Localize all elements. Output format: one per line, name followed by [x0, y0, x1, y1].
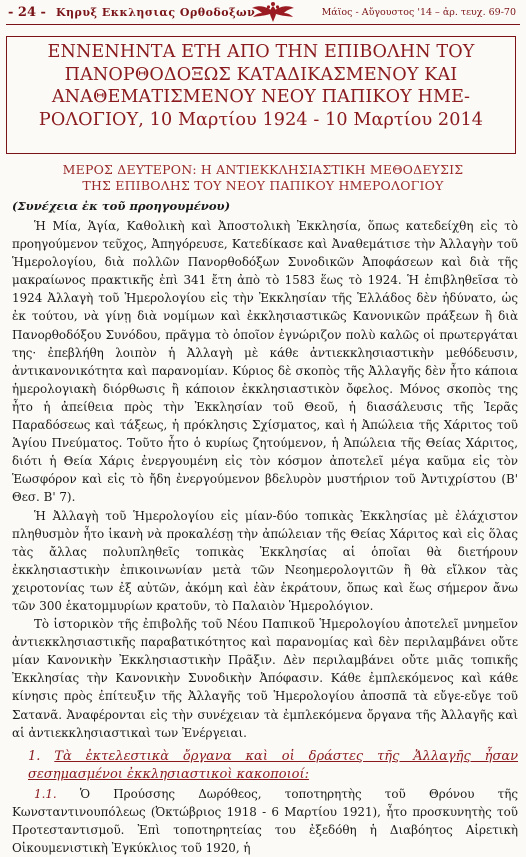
item-text: Ὁ Προύσσης Δωρόθεος, τοποτηρητὴς τοῦ Θρόνου τῆς Κωνσταντινουπόλεως (Ὀκτώβριος 1918 - 6 Μαρτίου 1921), ἦτο προσκυνητὴς τοῦ Προτεσταντισμοῦ. Ἐπὶ τοποτηρητείας του ἐξεδόθη ἡ Διαβόητος Αἱρετικὴ Οἰκουμενιστικὴ Ἐγκύκλιος τοῦ 1920, ἡ: [12, 786, 518, 855]
paragraph: Τὸ ἱστορικὸν τῆς ἐπιβολῆς τοῦ Νέου Παπικοῦ Ἡμερολογίου ἀποτελεῖ μνημεῖον ἀντιεκκλησιαστικῆς παραβατικότητος καὶ παρανομίας καὶ δὲν περιλαμβάνει οὔτε μίαν Κανονικὴν Ἐκκλησιαστικὴν Πρᾶξιν. Δὲν περιλαμβάνει οὔτε μιᾶς τοπικῆς Ἐκκλησίας τὴν Κανονικὴν Συνοδικὴν Ἀπόφασιν. Κάθε ἐμπλεκόμενος καὶ κάθε κίνησις πρὸς ἐπίτευξιν τῆς Ἀλλαγῆς τοῦ Ἡμερολογίου ἀποσπᾶ τὰ εὔγε-εὔγε τοῦ Σατανᾶ. Ἀναφέρονται εἰς τὴν συνέχειαν τὰ ἐμπλεκόμενα ὄργανα τῆς Ἀλλαγῆς καὶ αἱ ἀντιεκκλησιαστικαὶ των Ἐνέργειαι.: [12, 617, 518, 740]
page-number: - 24 -: [8, 5, 46, 20]
title-line: ΡΟΛΟΓΙΟΥ, 10 Μαρτίου 1924 - 10 Μαρτίου 2014: [38, 109, 484, 130]
journal-name: Κηρυξ Εκκλησιας Ορθοδοξων: [56, 6, 256, 19]
header-divider: [6, 24, 520, 25]
item-number: 1.1.: [34, 786, 57, 801]
title-line: ΠΑΝΟΡΘΟΔΟΞΩΣ ΚΑΤΑΔΙΚΑΣΜΕΝΟΥ ΚΑΙ: [64, 64, 458, 85]
paragraph: Ἡ Μία, Ἁγία, Καθολικὴ καὶ Ἀποστολικὴ Ἐκκλησία, ὅπως κατεδείχθη εἰς τὸ προηγούμενον τεῦχος, Ἀπηγόρευσε, Κατεδίκασε καὶ Ἀναθεμάτισε τὴν Ἀλλαγὴν τοῦ Ἡμερολογίου, διὰ πολλῶν Πανορθοδόξων Συνοδικῶν Ἀποφάσεων καὶ διὰ τῆς μακραίωνος πρακτικῆς ἐπὶ 341 ἔτη ἀπὸ τὸ 1583 ἕως τὸ 1924. Ἡ ἐπιβληθεῖσα τὸ 1924 Ἀλλαγὴ τοῦ Ἡμερολογίου εἰς τὴν Ἐκκλησίαν τῆς Ἑλλάδος δὲν ἠδύνατο, ὡς ἐκ τούτου, νὰ γίνῃ διὰ νομίμων καὶ ἐκκλησιαστικῶς Κανονικῶν πράξεων ἢ διὰ Πανορθοδόξου Συνόδου, πρᾶγμα τὸ ὁποῖον ἐγνώριζον πολὺ καλῶς οἱ πρωτεργάται της· ἐπεβλήθη λοιπὸν ἡ Ἀλλαγὴ μὲ κάθε ἀντιεκκλησιαστικὴν μεθόδευσιν, ἀντικανονικότητα καὶ παρανομίαν. Κύριος δὲ σκοπὸς τῆς Ἀλλαγῆς δὲν ἦτο κάποια ἡμερολογιακὴ διόρθωσις ἢ κάποιον ἐκκλησιαστικὸν ὄφελος. Μόνος σκοπὸς της ἦτο ἡ ἀπείθεια πρὸς τὴν Ἐκκλησίαν τοῦ Θεοῦ, ἡ διασάλευσις τῆς Ἱερᾶς Παραδόσεως καὶ τάξεως, ἡ πρόκλησις Σχίσματος, καὶ ἡ Ἀπώλεια τῆς Χάριτος τοῦ Ἁγίου Πνεύματος. Τοῦτο ἦτο ὁ κυρίως ζητούμενον, ἡ Ἀπώλεια τῆς Θείας Χάριτος, διότι ἡ Θεία Χάρις ἐνεργουμένη εἰς τὸν κόσμον ἀποτελεῖ μέγα καῦμα εἰς τὸν Ἑωσφόρον καὶ εἰς τὸ ἤδη ἐνεργούμενον βδελυρὸν μυστήριον τοῦ Ἀντιχρίστου (Β' Θεσ. Β' 7).: [12, 219, 518, 505]
issue-info: Μάϊος - Αὔγουστος '14 – ἀρ. τευχ. 69-70: [321, 7, 516, 18]
page-header: [0, 0, 526, 24]
section-heading-text: Τὰ ἐκτελεστικὰ ὄργανα καὶ οἱ δράστες τῆς Ἀλλαγῆς ἦσαν σεσημασμένοι ἐκκλησιαστικοὶ κακοποιοί:: [28, 748, 518, 783]
title-line: ΑΝΑΘΕΜΑΤΙΣΜΕΝΟΥ ΝΕΟΥ ΠΑΠΙΚΟΥ ΗΜΕ-: [51, 87, 471, 107]
title-line: ΕΝΝΕΝΗΝΤΑ ΕΤΗ ΑΠΟ ΤΗΝ ΕΠΙΒΟΛΗΝ ΤΟΥ: [47, 42, 475, 62]
paragraph: Ἡ Ἀλλαγὴ τοῦ Ἡμερολογίου εἰς μίαν-δύο τοπικὰς Ἐκκλησίας μὲ ἐλάχιστον πληθυσμὸν ἦτο ἱκανὴ νὰ προκαλέσῃ τὴν ἀπώλειαν τῆς Θείας Χάριτος καὶ εἰς ὅλας τὰς ἄλλας πολυπληθεῖς τοπικὰς Ἐκκλησίας αἱ ὁποῖαι θὰ διετήρουν ἐκκλησιαστικὴν ἐπικοινωνίαν μετὰ τῶν Νεοημερολογιτῶν ἢ θὰ εἴλκον τὰς χειροτονίας των ἐξ αὐτῶν, ἀκόμη καὶ ἐὰν ἐκράτουν, ὅπως καὶ ἕως σήμερον ἄνω τῶν 300 ἑκατομμυρίων κρατοῦν, τὸ Παλαιὸν Ἡμερολόγιον.: [12, 508, 518, 613]
article-title-box: [6, 36, 516, 154]
section-heading: [12, 748, 518, 785]
article-subtitle: [6, 162, 520, 194]
subtitle-line: ΤΗΣ ΕΠΙΒΟΛΗΣ ΤΟΥ ΝΕΟΥ ΠΑΠΙΚΟΥ ΗΜΕΡΟΛΟΓΙΟΥ: [82, 178, 444, 193]
paragraph: [12, 785, 518, 857]
section-number: 1.: [28, 748, 41, 764]
subtitle-line: ΜΕΡΟΣ ΔΕΥΤΕΡΟΝ: Η ΑΝΤΙΕΚΚΛΗΣΙΑΣΤΙΚΗ ΜΕΘΟΔΕΥΣΙΣ: [62, 162, 464, 177]
double-headed-eagle-icon: [250, 1, 296, 23]
continued-note: (Συνέχεια ἐκ τοῦ προηγουμένου): [12, 199, 231, 213]
article-body: [12, 217, 518, 857]
